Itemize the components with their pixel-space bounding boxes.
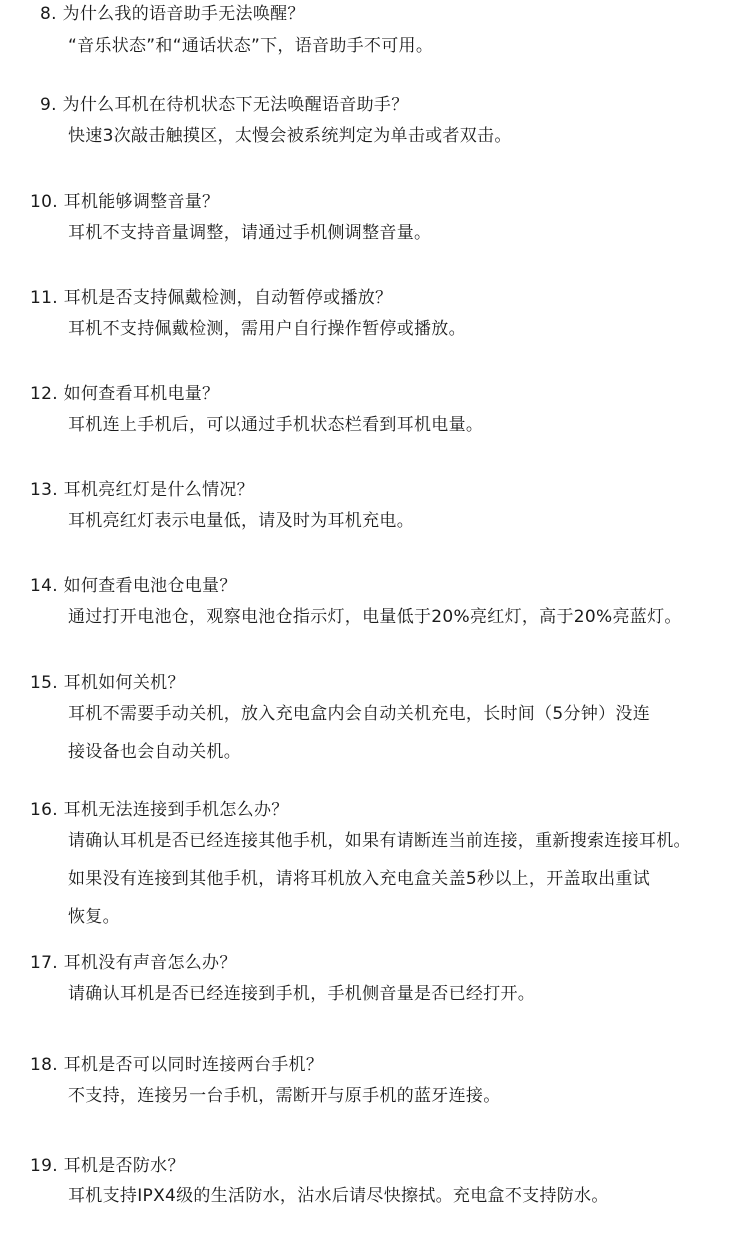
faq-question: 19. 耳机是否防水？ (30, 1156, 185, 1176)
faq-question: 9. 为什么耳机在待机状态下无法唤醒语音助手？ (40, 95, 409, 115)
faq-question: 12. 如何查看耳机电量？ (30, 384, 220, 404)
faq-question: 15. 耳机如何关机？ (30, 673, 185, 693)
faq-answer: 快速3次敲击触摸区，太慢会被系统判定为单击或者双击。 (68, 126, 512, 146)
faq-answer: 耳机支持IPX4级的生活防水，沾水后请尽快擦拭。充电盒不支持防水。 (68, 1186, 609, 1206)
faq-answer: 不支持，连接另一台手机，需断开与原手机的蓝牙连接。 (68, 1086, 501, 1106)
faq-question: 17. 耳机没有声音怎么办？ (30, 953, 237, 973)
faq-question: 16. 耳机无法连接到手机怎么办？ (30, 800, 289, 820)
faq-answer: 请确认耳机是否已经连接到手机，手机侧音量是否已经打开。 (68, 984, 536, 1004)
faq-answer: 耳机亮红灯表示电量低，请及时为耳机充电。 (68, 511, 414, 531)
faq-question: 14. 如何查看电池仓电量？ (30, 576, 237, 596)
faq-answer: “音乐状态”和“通话状态”下，语音助手不可用。 (68, 36, 434, 56)
faq-answer: 耳机连上手机后，可以通过手机状态栏看到耳机电量。 (68, 415, 484, 435)
faq-answer: 耳机不需要手动关机，放入充电盒内会自动关机充电，长时间（5分钟）没连 接设备也会自动关机。 (68, 704, 651, 762)
faq-question: 18. 耳机是否可以同时连接两台手机？ (30, 1055, 324, 1075)
faq-answer: 请确认耳机是否已经连接其他手机，如果有请断连当前连接，重新搜索连接耳机。 如果没有连接到其他手机，请将耳机放入充电盒关盖5秒以上，开盖取出重试 恢复。 (68, 831, 691, 927)
faq-question: 11. 耳机是否支持佩戴检测，自动暂停或播放？ (30, 288, 393, 308)
faq-answer: 耳机不支持音量调整，请通过手机侧调整音量。 (68, 223, 432, 243)
faq-question: 8. 为什么我的语音助手无法唤醒？ (40, 4, 305, 24)
faq-question: 13. 耳机亮红灯是什么情况？ (30, 480, 254, 500)
faq-answer: 通过打开电池仓，观察电池仓指示灯，电量低于20%亮红灯，高于20%亮蓝灯。 (68, 607, 682, 627)
faq-question: 10. 耳机能够调整音量？ (30, 192, 220, 212)
faq-answer: 耳机不支持佩戴检测，需用户自行操作暂停或播放。 (68, 319, 466, 339)
